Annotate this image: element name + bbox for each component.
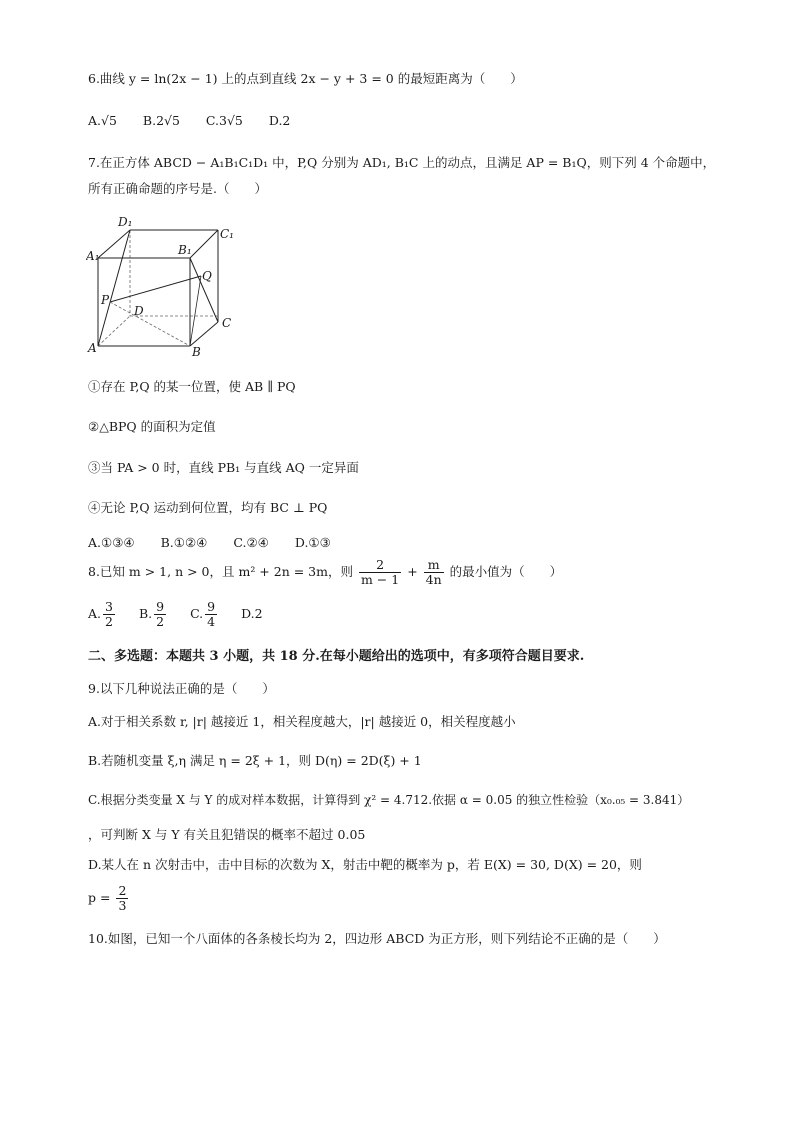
label-d: D xyxy=(134,304,144,318)
cube-figure xyxy=(86,212,246,362)
diag-b1c xyxy=(190,258,218,322)
q10-stem: 10.如图，已知一个八面体的各条棱长均为 2，四边形 ABCD 为正方形，则下列结论不正确的是（ ） xyxy=(88,931,666,946)
q6-option-c: C.3√5 xyxy=(205,113,243,128)
edge-ad xyxy=(98,316,130,346)
section-2-heading: 二、多选题：本题共 3 小题，共 18 分.在每小题给出的选项中，有多项符合题目要求. xyxy=(88,649,585,664)
q9-option-d-line-2 xyxy=(88,882,130,914)
q9-d-p-equals: p = xyxy=(88,890,111,905)
q7-option-c: C.②④ xyxy=(233,535,269,550)
q8-option-c-den: 4 xyxy=(207,614,216,629)
edge-b1c1 xyxy=(190,230,218,258)
q7-stem: 7.在正方体 ABCD − A₁B₁C₁D₁ 中，P,Q 分别为 AD₁, B₁C 上的动点，且满足 AP = B₁Q，则下列 4 个命题中， xyxy=(88,155,716,170)
q8-option-a-label: A. xyxy=(88,606,102,621)
q8-option-a-den: 2 xyxy=(105,614,113,629)
q7-option-b: B.①②④ xyxy=(160,535,208,550)
q7-options xyxy=(88,534,353,552)
label-c: C xyxy=(222,316,232,330)
edge-a1d1 xyxy=(98,230,130,258)
label-d1: D₁ xyxy=(118,215,133,229)
q8-stem-pre: 8.已知 m > 1, n > 0，且 m² + 2n = 3m，则 xyxy=(88,564,353,579)
q8-option-b-label: B. xyxy=(138,606,153,621)
q9-option-a: A.对于相关系数 r, |r| 越接近 1，相关程度越大，|r| 越接近 0，相关程度越小 xyxy=(88,714,516,729)
q6-options xyxy=(88,112,312,130)
q8-option-c-num: 9 xyxy=(207,599,216,614)
edge-bc xyxy=(190,322,218,346)
label-a1: A₁ xyxy=(86,249,100,263)
q7-option-a: A.①③④ xyxy=(88,535,135,550)
q6-option-a: A.√5 xyxy=(88,113,117,128)
segment-qb xyxy=(190,276,201,346)
q7-statement-4: ④无论 P,Q 运动到何位置，均有 BC ⊥ PQ xyxy=(88,500,328,515)
q7-option-d: D.①③ xyxy=(294,535,331,550)
label-p: P xyxy=(101,293,110,307)
q8-option-c-label: C. xyxy=(190,606,204,621)
q8-option-a-num: 3 xyxy=(105,599,113,614)
q9-d-den: 3 xyxy=(118,898,127,913)
diag-ad1 xyxy=(98,230,130,346)
q9-option-c-line-2: ，可判断 X 与 Y 有关且犯错误的概率不超过 0.05 xyxy=(88,827,366,842)
q8-option-a xyxy=(88,599,121,629)
q9-option-c-line-1: C.根据分类变量 X 与 Y 的成对样本数据，计算得到 χ² = 4.712.依据 α = 0.05 的独立性检验（x₀.₀₅ = 3.841） xyxy=(88,793,690,807)
label-b1: B₁ xyxy=(178,243,192,257)
q8-options xyxy=(88,598,263,630)
label-a: A xyxy=(88,341,97,355)
q8-option-b-den: 2 xyxy=(156,614,165,629)
q8-option-b xyxy=(138,599,172,629)
q6-option-b: B.2√5 xyxy=(142,113,180,128)
q7-statement-3: ③当 PA > 0 时，直线 PB₁ 与直线 AQ 一定异面 xyxy=(88,460,359,475)
q8-frac-1-den: m − 1 xyxy=(360,572,400,587)
q8-option-c xyxy=(190,599,223,629)
q7-stem-2: 所有正确命题的序号是.（ ） xyxy=(88,181,267,196)
q7-statement-2: ②△BPQ 的面积为定值 xyxy=(88,419,216,434)
q8-frac-2-num: m xyxy=(424,558,444,573)
label-q: Q xyxy=(202,269,212,283)
segment-pq xyxy=(110,276,201,302)
q8-frac-1 xyxy=(359,558,401,587)
q7-statement-1: ①存在 P,Q 的某一位置，使 AB ∥ PQ xyxy=(88,379,296,394)
q9-d-fraction xyxy=(116,884,128,913)
q8-option-d: D.2 xyxy=(241,606,263,621)
q9-stem: 9.以下几种说法正确的是（ ） xyxy=(88,681,275,696)
q6-option-d: D.2 xyxy=(268,113,291,128)
q8-stem xyxy=(88,557,562,587)
q8-plus: + xyxy=(407,564,418,579)
q9-option-b: B.若随机变量 ξ,η 满足 η = 2ξ + 1，则 D(η) = 2D(ξ) + 1 xyxy=(88,753,422,768)
q9-d-num: 2 xyxy=(118,883,127,898)
q8-frac-1-num: 2 xyxy=(359,558,401,573)
q6-stem: 6.曲线 y = ln(2x − 1) 上的点到直线 2x − y + 3 = 0 的最短距离为（ ） xyxy=(88,71,523,86)
label-b: B xyxy=(192,345,201,359)
q8-frac-2-den: 4n xyxy=(425,572,442,587)
label-c1: C₁ xyxy=(220,227,234,241)
q8-option-b-num: 9 xyxy=(156,599,165,614)
q8-frac-2 xyxy=(424,558,444,587)
q9-option-d-line-1: D.某人在 n 次射击中，击中目标的次数为 X，射击中靶的概率为 p，若 E(X) = 30, D(X) = 20，则 xyxy=(88,857,642,872)
q8-stem-post: 的最小值为（ ） xyxy=(449,564,563,579)
